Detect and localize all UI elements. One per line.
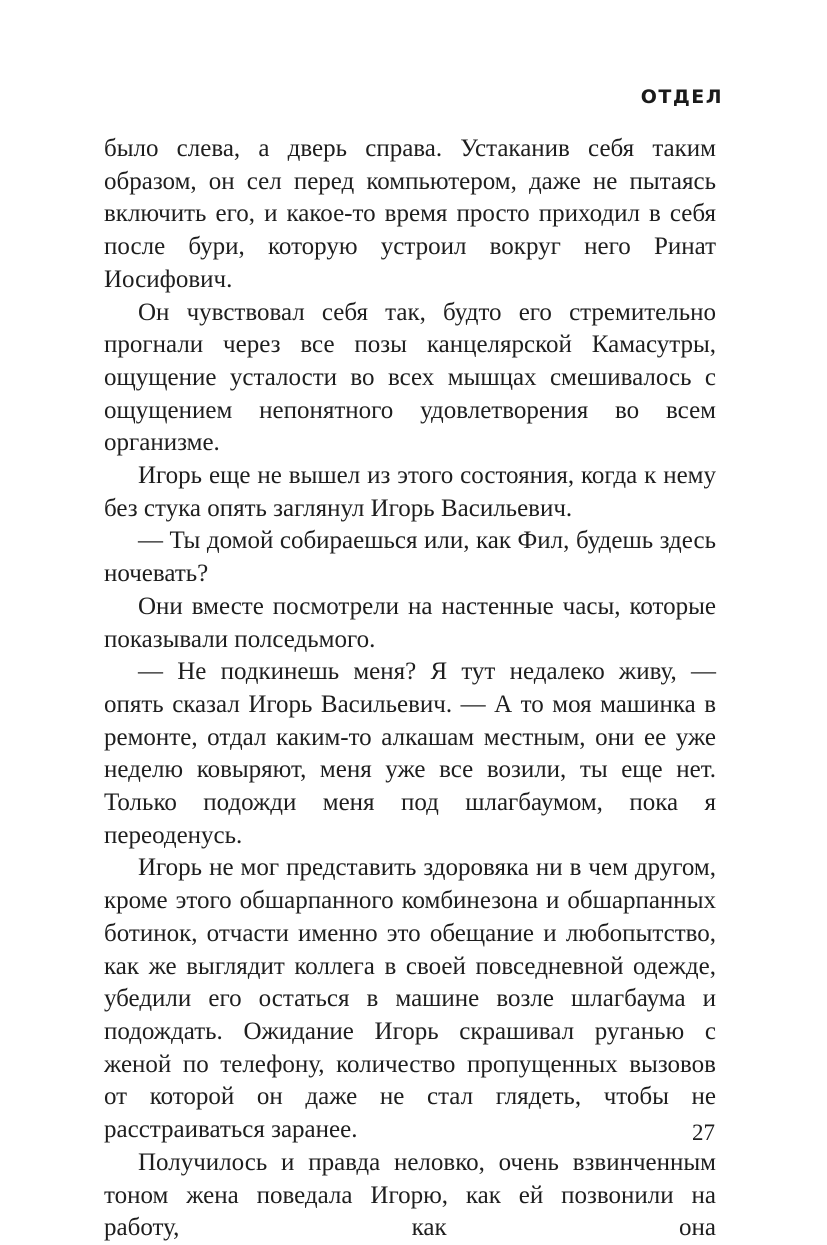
- paragraph-8: Получилось и правда неловко, очень взвинченным тоном жена поведала Игорю, как ей позвонили на работу, как она: [104, 1148, 716, 1242]
- paragraph-5: Они вместе посмотрели на настенные часы, которые показывали полседьмого.: [104, 592, 716, 653]
- paragraph-3: Игорь еще не вышел из этого состояния, когда к нему без стука опять заглянул Игорь Васильевич.: [104, 462, 716, 522]
- paragraph-1: было слева, а дверь справа. Устаканив себя таким образом, он сел перед компьютером, даже не пытаясь включить его, и какое-то время просто приходил в себя после бури, которую устроил вокруг него Ринат Иосифович.: [104, 135, 716, 293]
- paragraph-4: — Ты домой собираешься или, как Фил, будешь здесь ночевать?: [104, 527, 716, 588]
- book-page-text: [104, 133, 716, 1245]
- running-header-title: ОТДЕЛ: [640, 86, 723, 108]
- paragraph-7: Игорь не мог представить здоровяка ни в чем другом, кроме этого обшарпанного комбинезона и обшарпанных ботинок, отчасти именно это обещание и любопытство, как же выглядит коллега в своей повседневной одежде, убедили его остаться в машине возле шлагбаума и подождать. Ожидание Игорь скрашивал руганью с женой по телефону, количество пропущенных вызовов от которой он даже не стал глядеть, чтобы не расстраиваться заранее.: [104, 854, 716, 1144]
- paragraph-6: — Не подкинешь меня? Я тут недалеко живу, — опять сказал Игорь Васильевич. — А то моя машинка в ремонте, отдал каким-то алкашам местным, они ее уже неделю ковыряют, меня уже все возили, ты еще нет. Только подожди меня под шлагбаумом, пока я переоденусь.: [104, 658, 716, 849]
- paragraph-2: Он чувствовал себя так, будто его стремительно прогнали через все позы канцелярской Камасутры, ощущение усталости во всех мышцах смешивалось с ощущением непонятного удовлетворения во всем организме.: [104, 298, 716, 457]
- page-number: 27: [692, 1120, 715, 1145]
